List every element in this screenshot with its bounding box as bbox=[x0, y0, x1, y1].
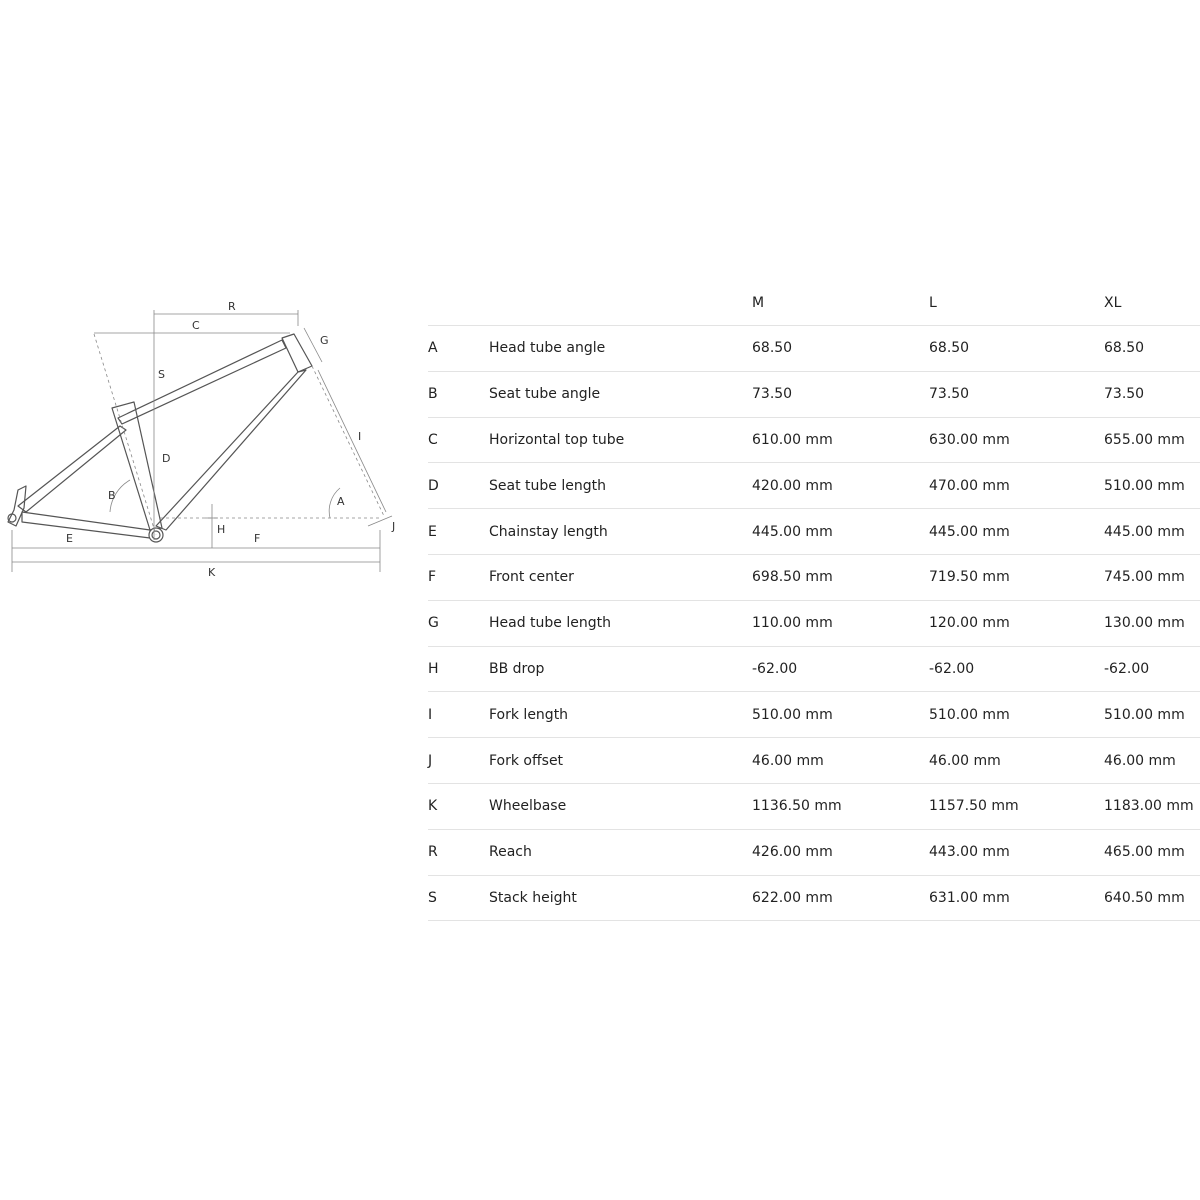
row-measurement-name: Head tube length bbox=[489, 615, 611, 632]
table-row bbox=[428, 372, 1200, 418]
label-A: A bbox=[337, 495, 345, 508]
dim-fork-stub bbox=[312, 366, 384, 516]
table-row bbox=[428, 738, 1200, 784]
head-tube bbox=[282, 334, 312, 372]
row-measurement-name: Seat tube angle bbox=[489, 386, 601, 403]
row-value-l: 719.50 mm bbox=[929, 569, 1010, 586]
table-row bbox=[428, 601, 1200, 647]
row-value-m: 698.50 mm bbox=[752, 569, 833, 586]
row-value-m: 426.00 mm bbox=[752, 844, 833, 861]
row-measurement-name: Chainstay length bbox=[489, 523, 608, 540]
row-value-m: 110.00 mm bbox=[752, 615, 833, 632]
label-K: K bbox=[208, 566, 216, 579]
row-letter: J bbox=[428, 752, 433, 769]
row-value-xl: 745.00 mm bbox=[1104, 569, 1185, 586]
row-letter: G bbox=[428, 615, 439, 632]
row-measurement-name: Head tube angle bbox=[489, 340, 606, 357]
row-value-xl: 46.00 mm bbox=[1104, 752, 1176, 769]
row-value-m: 46.00 mm bbox=[752, 752, 824, 769]
label-R: R bbox=[228, 300, 236, 313]
label-I: I bbox=[358, 430, 362, 443]
seat-axis bbox=[94, 334, 156, 535]
row-measurement-name: Seat tube length bbox=[489, 477, 606, 494]
row-value-xl: 1183.00 mm bbox=[1104, 798, 1194, 815]
row-value-xl: 130.00 mm bbox=[1104, 615, 1185, 632]
row-value-xl: -62.00 bbox=[1104, 660, 1150, 677]
row-measurement-name: Horizontal top tube bbox=[489, 431, 625, 448]
row-measurement-name: Front center bbox=[489, 569, 574, 586]
label-C: C bbox=[192, 319, 200, 332]
table-row bbox=[428, 647, 1200, 693]
row-value-m: 622.00 mm bbox=[752, 889, 833, 906]
row-value-xl: 640.50 mm bbox=[1104, 889, 1185, 906]
chain-stay bbox=[22, 512, 150, 538]
label-J: J bbox=[392, 520, 396, 533]
row-value-xl: 510.00 mm bbox=[1104, 706, 1185, 723]
row-letter: D bbox=[428, 477, 439, 494]
row-value-l: 443.00 mm bbox=[929, 844, 1010, 861]
row-value-m: -62.00 bbox=[752, 660, 798, 677]
row-value-m: 68.50 bbox=[752, 340, 793, 357]
row-value-l: 445.00 mm bbox=[929, 523, 1010, 540]
row-value-l: -62.00 bbox=[929, 660, 975, 677]
label-H: H bbox=[217, 523, 226, 536]
table-row bbox=[428, 326, 1200, 372]
rear-dropout bbox=[8, 486, 26, 526]
label-G: G bbox=[320, 334, 329, 347]
row-letter: C bbox=[428, 431, 438, 448]
row-letter: E bbox=[428, 523, 437, 540]
row-value-m: 510.00 mm bbox=[752, 706, 833, 723]
table-row bbox=[428, 555, 1200, 601]
table-body bbox=[428, 326, 1200, 921]
bottom-bracket bbox=[149, 528, 163, 542]
size-header-m: M bbox=[752, 294, 765, 311]
size-header-xl: XL bbox=[1104, 294, 1122, 311]
row-letter: H bbox=[428, 660, 439, 677]
row-letter: R bbox=[428, 844, 438, 861]
label-D: D bbox=[162, 452, 171, 465]
row-letter: I bbox=[428, 706, 433, 723]
row-value-m: 1136.50 mm bbox=[752, 798, 842, 815]
row-value-l: 630.00 mm bbox=[929, 431, 1010, 448]
row-measurement-name: Fork offset bbox=[489, 752, 564, 769]
table-row bbox=[428, 830, 1200, 876]
table-row bbox=[428, 418, 1200, 464]
label-F: F bbox=[254, 532, 261, 545]
row-value-xl: 655.00 mm bbox=[1104, 431, 1185, 448]
row-value-xl: 445.00 mm bbox=[1104, 523, 1185, 540]
row-value-l: 1157.50 mm bbox=[929, 798, 1019, 815]
row-letter: S bbox=[428, 889, 437, 906]
row-measurement-name: Fork length bbox=[489, 706, 569, 723]
top-tube bbox=[118, 340, 286, 424]
row-value-m: 610.00 mm bbox=[752, 431, 833, 448]
row-letter: K bbox=[428, 798, 438, 815]
dim-fork-length bbox=[318, 370, 386, 512]
frame-geometry-diagram bbox=[0, 290, 420, 590]
dim-fork-offset bbox=[368, 516, 392, 526]
row-value-m: 445.00 mm bbox=[752, 523, 833, 540]
table-header-row bbox=[428, 280, 1200, 326]
row-measurement-name: Wheelbase bbox=[489, 798, 567, 815]
row-value-l: 73.50 bbox=[929, 386, 970, 403]
row-letter: F bbox=[428, 569, 437, 586]
row-value-l: 631.00 mm bbox=[929, 889, 1010, 906]
row-letter: B bbox=[428, 386, 438, 403]
table-row bbox=[428, 692, 1200, 738]
label-E: E bbox=[66, 532, 73, 545]
row-value-xl: 73.50 bbox=[1104, 386, 1145, 403]
size-header-l: L bbox=[929, 294, 937, 311]
row-value-xl: 465.00 mm bbox=[1104, 844, 1185, 861]
frame-diagram-svg bbox=[0, 290, 420, 590]
table-row bbox=[428, 509, 1200, 555]
row-value-l: 120.00 mm bbox=[929, 615, 1010, 632]
row-measurement-name: Stack height bbox=[489, 889, 577, 906]
table-row bbox=[428, 876, 1200, 922]
label-B: B bbox=[108, 489, 116, 502]
row-value-m: 420.00 mm bbox=[752, 477, 833, 494]
row-value-xl: 510.00 mm bbox=[1104, 477, 1185, 494]
label-S: S bbox=[158, 368, 165, 381]
row-value-l: 510.00 mm bbox=[929, 706, 1010, 723]
row-value-m: 73.50 bbox=[752, 386, 793, 403]
row-measurement-name: BB drop bbox=[489, 660, 545, 677]
geometry-table bbox=[428, 280, 1200, 921]
row-value-l: 470.00 mm bbox=[929, 477, 1010, 494]
frame-outline bbox=[8, 334, 312, 542]
row-measurement-name: Reach bbox=[489, 844, 532, 861]
down-tube bbox=[156, 370, 306, 530]
table-row bbox=[428, 784, 1200, 830]
diagram-labels bbox=[66, 300, 395, 579]
row-value-l: 46.00 mm bbox=[929, 752, 1001, 769]
row-letter: A bbox=[428, 340, 438, 357]
table-row bbox=[428, 463, 1200, 509]
row-value-xl: 68.50 bbox=[1104, 340, 1145, 357]
row-value-l: 68.50 bbox=[929, 340, 970, 357]
